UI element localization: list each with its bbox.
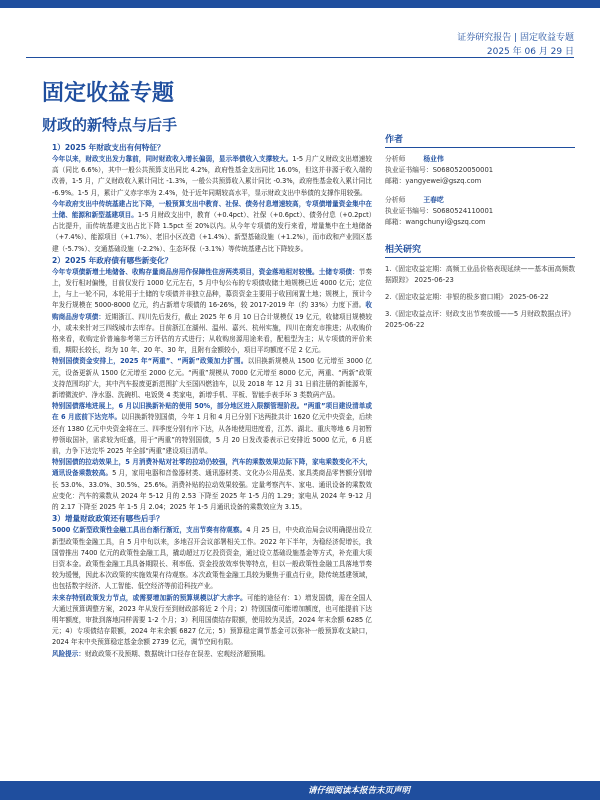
key-point: 特别国债落地进展上，6 月以旧换新补贴的使用 50%，部分地区进入限额管理阶段。 <box>52 402 304 411</box>
body-text: 5 月，家用电器和音像器材类、通讯器材类、文化办公用品类、家具类商品零售额分别增长 53.0%、33.0%、30.5%、25.6%。消费补贴的拉动效果较强。定量考察汽车、家电、通讯设备的乘数效应变化：汽车的乘数从 2024 年 5-12 月的 2.53 下降至 2025 年 1-5 月的 1.29；家电从 2024 年 9-12 月的 2.17 下降至 2025 年 1-5 月 2.04；2025 年 1-5 月通讯设备的乘数效应为 3.15。 <box>52 469 372 512</box>
body-text: 1-5 月广义财政支出增速较高（同比 6.6%），其中一般公共预算支出同比 4.2%，政府性基金支出同比 16.0%，但这并非源于收入端的改善，1-5 月，广义财政收入累计同比 -1.3%，一般公共预算收入累计同比 -0.3%，政府性基金收入累计同比 -6.9%。1-5 月，累计广义赤字率为 2.4%，处于近年同期较高水平，显示财政支出中举债的支撑作用较强。 <box>52 155 372 197</box>
paragraph <box>52 525 372 592</box>
body-text: 4 月 25 日，中央政治局会议明确提出设立新型政策性金融工具，自 5 月中旬以来，多地召开会议部署相关工作。2022 年下半年，为稳经济促增长，我国曾推出 7400 亿元的政策性金融工具，撬动超过万亿投资资金，通过设立基础设施基金等方式，补充重大项目资本金。政策性金融工具具备期限长、利率低、资金投放效率快等特点，但以一般政策性金融工具落地节奏较为缓慢，因此本次政策的实施效果有待观察。本次政策性金融工具较为聚焦于重点行业，除传统基建领域，也包括数字经济、人工智能、低空经济等前沿科技产业。 <box>52 526 372 591</box>
key-point: 5000 亿新型政策性金融工具出台渐行渐近，支出节奏有待观察。 <box>52 526 247 535</box>
author-name: 杨业伟 <box>423 155 444 163</box>
body-text: 财政政策不及预期、数据统计口径存在误差、宏观经济超预期。 <box>84 649 270 658</box>
body-text: 1-5 月财政支出中，教育（+0.4pct）、社保（+0.6pct）、债务付息（+0.2pct）占比提升，而传统基建支出占比下降 1.5pct 至 20%以内。从今年专项债的发行来看，增量集中在土地储备（+7.4%）、能源项目（+1.7%）、老旧小区改造（+1.4%）、新型基础设施（+1.2%），而市政和产业园区基建（-5.7%）、交通基础设施（-2.2%）、生态环保（-3.1%）等传统基建占比下降较多。 <box>52 211 373 253</box>
summary-body <box>52 142 372 660</box>
key-point: 特别国债的拉动效果上，5 月消费补贴对社零的拉动仍较强，汽车的乘数效果边际下降，家电乘数变化不大，通讯设备乘数较高。 <box>52 458 372 478</box>
page-subtitle: 财政的新特点与后手 <box>42 116 178 134</box>
author-role: 分析师 <box>385 155 406 163</box>
page-title: 固定收益专题 <box>42 81 175 106</box>
license-label: 执业证书编号： <box>385 166 433 174</box>
body-text: 节奏上，发行相对偏慢，目前仅发行 1000 亿元左右，5 月中旬公布的专项债收储土地规模已近 4000 亿元；定位上，与上一轮不同，本轮用于土储的专项债并非独立品种，募资资金主要用于收回闲置土地；规模上，预计今年发行规模在 5000-8000 亿元，约占新增专项债的 16-26%，较 2017-2019 年（约 33%）力度下滑。 <box>52 267 373 310</box>
section-heading: 3）增量财政政策还有哪些后手？ <box>52 514 164 524</box>
related-report[interactable]: 2.《固定收益定期：非银的极多窗口期》 2025-06-22 <box>385 293 549 301</box>
body-text: 以旧换新特别国债，今年 1 月和 4 月已分别下达两批共计 1620 亿元中央资金，后续还有 1380 亿元中央资金将在三、四季度分别有序下达，从各地使用进度看，江苏、湖北、重庆等地 6 月初暂停领取国补，需求较为旺盛，用于“两重”的特别国债，5 月 20 日发改委表示已安排近 5000 亿元，6 月底前，力争下达完毕 2025 年全部“两重”建设项目清单。 <box>52 413 372 456</box>
key-point: 今年政府支出中传统基建占比下降，一般预算支出中教育、社保、债务付息增速较高，专项债增量资金集中在土储、能源和新型基建项目。 <box>52 199 372 220</box>
paragraph <box>52 649 372 660</box>
body-text: 以旧换新规模从 1500 亿元增至 3000 亿元，设备更新从 1500 亿元增至 2000 亿元。“两重”规模从 7000 亿元增至 8000 亿元，两重、“两新”政策支持范围均扩大，其中汽车报废更新范围扩大至国四燃油车，以及 2018 年 12 月 31 日前注册的新能源车，新增微波炉、净水器、洗碗机、电饭煲 4 类家电，新增手机、平板、智能手表手环 3 类数码产品。 <box>52 357 372 400</box>
author-card <box>385 195 575 228</box>
key-point: 收购商品房专项债： <box>52 301 372 321</box>
author-email[interactable]: wangchunyi@gszq.com <box>405 218 486 226</box>
paragraph <box>52 457 372 513</box>
author-name: 王春呓 <box>423 196 444 204</box>
license-number: S0680524110001 <box>432 207 494 215</box>
related-heading: 相关研究 <box>385 242 575 258</box>
related-report[interactable]: 1.《固定收益定期：高频工业品价格表现延续——基本面高频数据跟踪》 2025-06-23 <box>385 265 575 284</box>
body-text: 可能的途径有：1）增发国债，需在全国人大通过预算调整方案，2023 年从发行至到财政部将近 2 个月；2）特别国债可能增加额度，也可能提前下达明年额度，审批到落地同样需要 1-2 个月；3）利用国债结存限额，使用较为灵活，2024 年末余额 6285 亿元；4）专项债结存限额，2024 年末余额 6827 亿元；5）预算稳定调节基金可以弥补一般预算收支缺口，2024 年末中央预算稳定基金余额 2739 亿元，调节空间有限。 <box>52 593 372 647</box>
key-point: 今年专项债新增土地储备、收购存量商品房用作保障性住房两类项目，资金落地相对较慢。 <box>52 267 319 276</box>
email-label: 邮箱： <box>385 218 406 226</box>
license-number: S0680520050001 <box>432 166 494 174</box>
key-point: “两重”项目建设清单或在 6 月底前下达完毕。 <box>52 402 372 422</box>
paragraph <box>52 267 372 357</box>
report-date: 2025 年 06 月 29 日 <box>486 47 574 57</box>
key-point: 未来存特别政策发力节点，或需要增加新的预算规模以扩大赤字。 <box>52 593 247 602</box>
top-accent-bar <box>0 0 600 8</box>
body-text: 近期浙江、四川先后发行，截止 2025 年 6 月 10 日合计规模仅 19 亿元，收储项目规模较小，或未来针对三四线城市去库存。目前浙江在湖州、温州、嘉兴、杭州实施，四川在南充市推进；从收购价格来看，收购定价普遍参考第三方评估的方式进行；从收购房源用途来看，配租型为主；从专项债的评价来看，期限长较长，均为 10 年、20 年、30 年，且附有金额较小，项目平均额度不足 2 亿元。 <box>52 312 372 355</box>
license-label: 执业证书编号： <box>385 207 433 215</box>
footer-bar <box>0 781 600 800</box>
key-point: 特别国债资金安排上，2025 年“两重”、“两新”政策加力扩围。 <box>52 357 248 366</box>
related-report[interactable]: 3.《固定收益点评：财政支出节奏放缓——5 月财政数据点评》 2025-06-22 <box>385 310 575 329</box>
key-point: 风险提示： <box>52 649 85 658</box>
author-email[interactable]: yangyewei@gszq.com <box>405 177 482 185</box>
key-point: 今年以来，财政支出发力靠前，同时财政收入增长偏弱，显示举债收入支撑较大。 <box>52 155 293 163</box>
paragraph <box>52 401 372 457</box>
report-type: 证券研究报告 | 固定收益专题 <box>457 33 574 43</box>
header-divider <box>26 57 574 58</box>
email-label: 邮箱： <box>385 177 406 185</box>
section-heading: 1）2025 年财政支出有何特征？ <box>52 143 165 152</box>
paragraph <box>52 154 372 199</box>
paragraph <box>52 356 372 401</box>
authors-heading: 作者 <box>385 132 575 148</box>
author-role: 分析师 <box>385 196 406 204</box>
sidebar <box>385 132 575 337</box>
paragraph <box>52 199 372 255</box>
key-point: 土储专项债： <box>318 267 359 276</box>
paragraph <box>52 593 372 649</box>
footer-disclaimer: 请仔细阅读本报告末页声明 <box>307 786 410 796</box>
section-heading: 2）2025 年政府债有哪些新变化？ <box>52 255 173 265</box>
author-card <box>385 154 575 187</box>
